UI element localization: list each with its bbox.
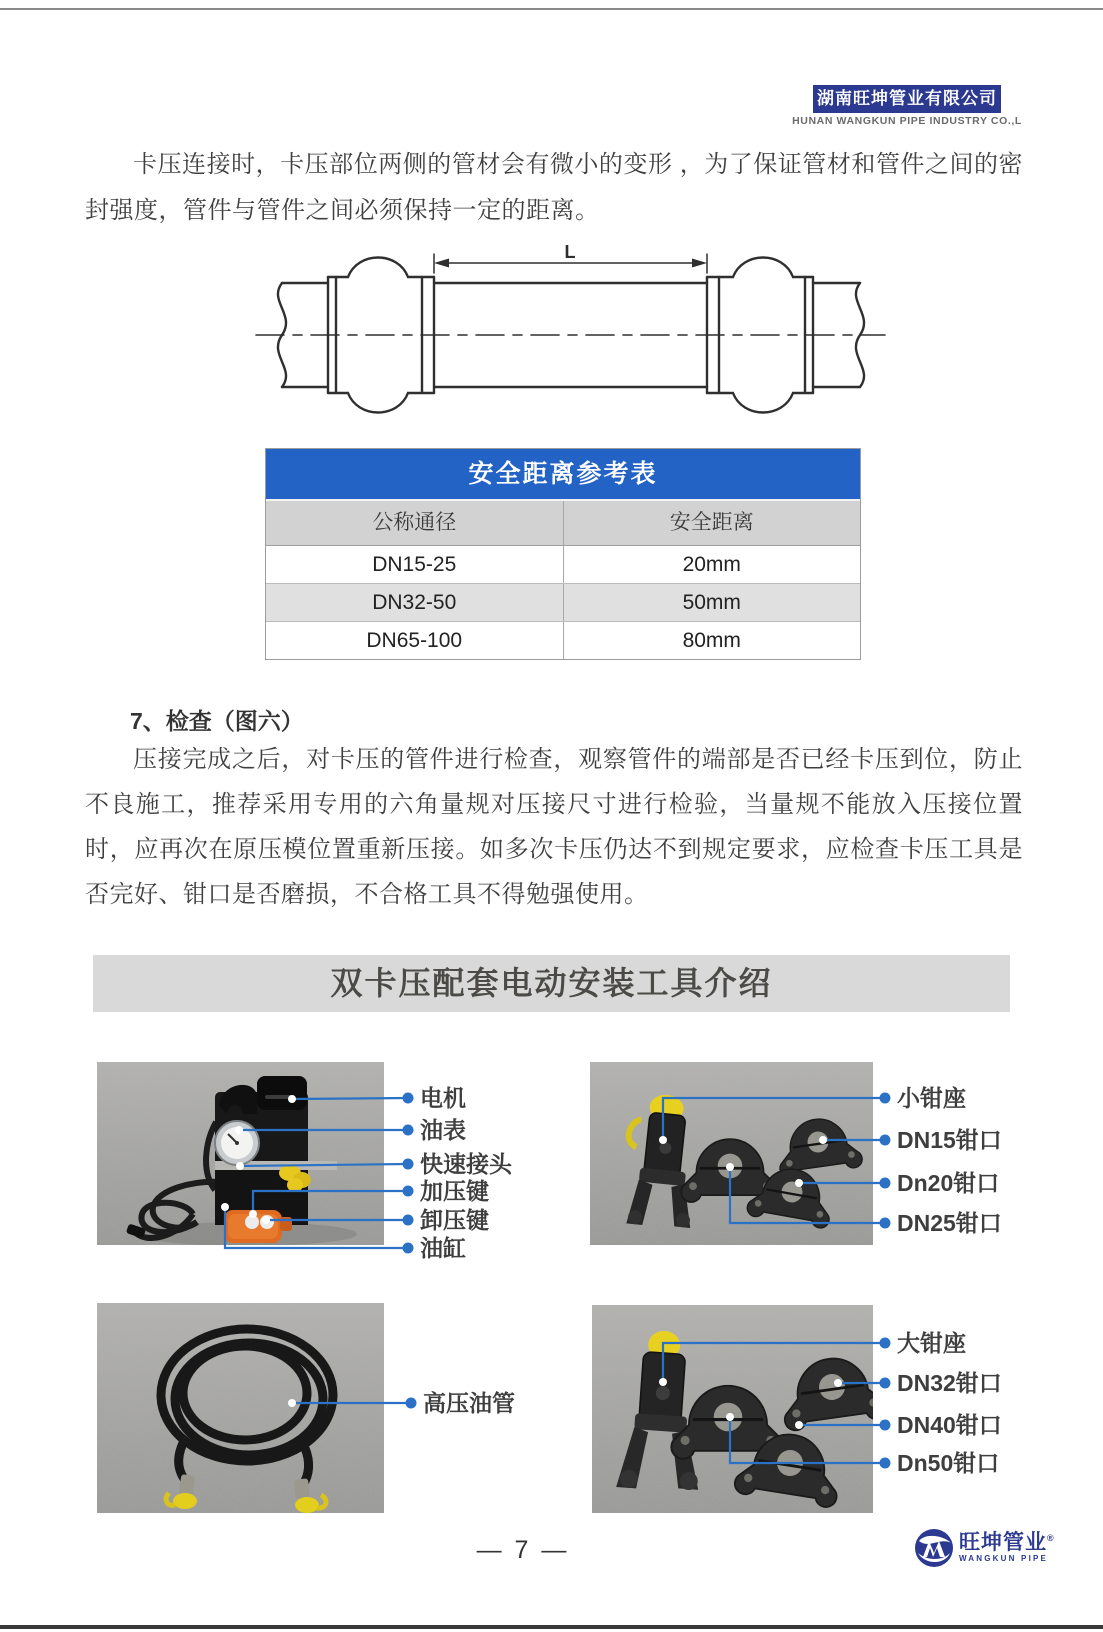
section7-paragraph: 压接完成之后，对卡压的管件进行检查，观察管件的端部是否已经卡压到位，防止不良施工，推荐采用专用的六角量规对压接尺寸进行检验，当量规不能放入压接位置时，应再次在原压模位置重新压接。如多次卡压仍达不到规定要求，应检查卡压工具是否完好、钳口是否磨损，不合格工具不得勉强使用。 xyxy=(85,746,1023,908)
label-dn50-jaw: Dn50钳口 xyxy=(897,1450,1000,1476)
page-number: — 7 — xyxy=(476,1536,570,1564)
label-dn20-jaw: Dn20钳口 xyxy=(897,1170,1000,1196)
right-fitting-bead-top xyxy=(707,258,813,278)
label-pressurize-key: 加压键 xyxy=(420,1178,489,1204)
cell-diameter: DN15-25 xyxy=(266,546,564,583)
table-row xyxy=(266,622,860,659)
pressure-gauge xyxy=(215,1121,259,1165)
left-fitting-bead-bottom xyxy=(328,393,434,413)
page-bottom-edge xyxy=(0,1625,1103,1629)
column-header-nominal-diameter: 公称通径 xyxy=(266,501,564,545)
company-name-banner: 湖南旺坤管业有限公司 xyxy=(813,85,1001,113)
table-title: 安全距离参考表 xyxy=(266,449,860,501)
globe-swoosh-icon xyxy=(913,1527,955,1569)
right-fitting-bead-bottom xyxy=(707,393,813,413)
dimension-arrow-left xyxy=(434,259,449,268)
label-dn32-jaw: DN32钳口 xyxy=(897,1370,1002,1396)
cell-diameter: DN65-100 xyxy=(266,622,564,659)
label-quick-coupler: 快速接头 xyxy=(420,1151,512,1177)
column-header-safety-distance: 安全距离 xyxy=(669,511,754,534)
label-high-pressure-hose: 高压油管 xyxy=(423,1390,515,1416)
label-dn25-jaw: DN25钳口 xyxy=(897,1210,1002,1236)
cell-distance: 80mm xyxy=(682,629,741,652)
dimension-arrow-right xyxy=(692,259,707,268)
section7-heading: 7、检查（图六） xyxy=(130,708,304,734)
logo-text-en: WANGKUN PIPE xyxy=(959,1554,1049,1563)
label-oil-gauge: 油表 xyxy=(420,1117,466,1143)
label-dn40-jaw: DN40钳口 xyxy=(897,1412,1002,1438)
table-row xyxy=(266,546,860,584)
footer-logo xyxy=(913,1527,1055,1569)
label-oil-cylinder: 油缸 xyxy=(420,1235,466,1261)
page-top-edge xyxy=(0,8,1103,10)
safety-distance-table xyxy=(265,448,861,660)
label-small-clamp-base: 小钳座 xyxy=(897,1085,966,1111)
large-clamp-set-photo xyxy=(592,1305,873,1513)
intro-paragraph: 卡压连接时，卡压部位两侧的管材会有微小的变形 ，为了保证管材和管件之间的密封强度，管件与管件之间必须保持一定的距离。 xyxy=(85,151,1023,224)
dimension-label: L xyxy=(564,243,576,262)
company-name-english: HUNAN WANGKUN PIPE INDUSTRY CO.,L xyxy=(792,115,1022,127)
hose-photo xyxy=(97,1303,384,1513)
table-row xyxy=(266,584,860,622)
left-fitting-bead-top xyxy=(328,258,434,278)
label-large-clamp-base: 大钳座 xyxy=(897,1330,966,1356)
table-header-row xyxy=(266,501,860,546)
small-clamp-set-photo xyxy=(590,1062,873,1245)
cell-diameter: DN32-50 xyxy=(266,584,564,621)
tools-section-banner: 双卡压配套电动安装工具介绍 xyxy=(93,955,1010,1012)
logo-text-cn: 旺坤管业 xyxy=(959,1531,1047,1554)
cell-distance: 20mm xyxy=(682,553,741,576)
registered-mark: ® xyxy=(1047,1533,1055,1543)
pipe-fitting-diagram xyxy=(248,243,893,418)
electric-pump-photo xyxy=(97,1062,384,1245)
label-release-key: 卸压键 xyxy=(420,1207,489,1233)
label-motor: 电机 xyxy=(420,1085,466,1111)
cell-distance: 50mm xyxy=(682,591,741,614)
label-dn15-jaw: DN15钳口 xyxy=(897,1127,1002,1153)
